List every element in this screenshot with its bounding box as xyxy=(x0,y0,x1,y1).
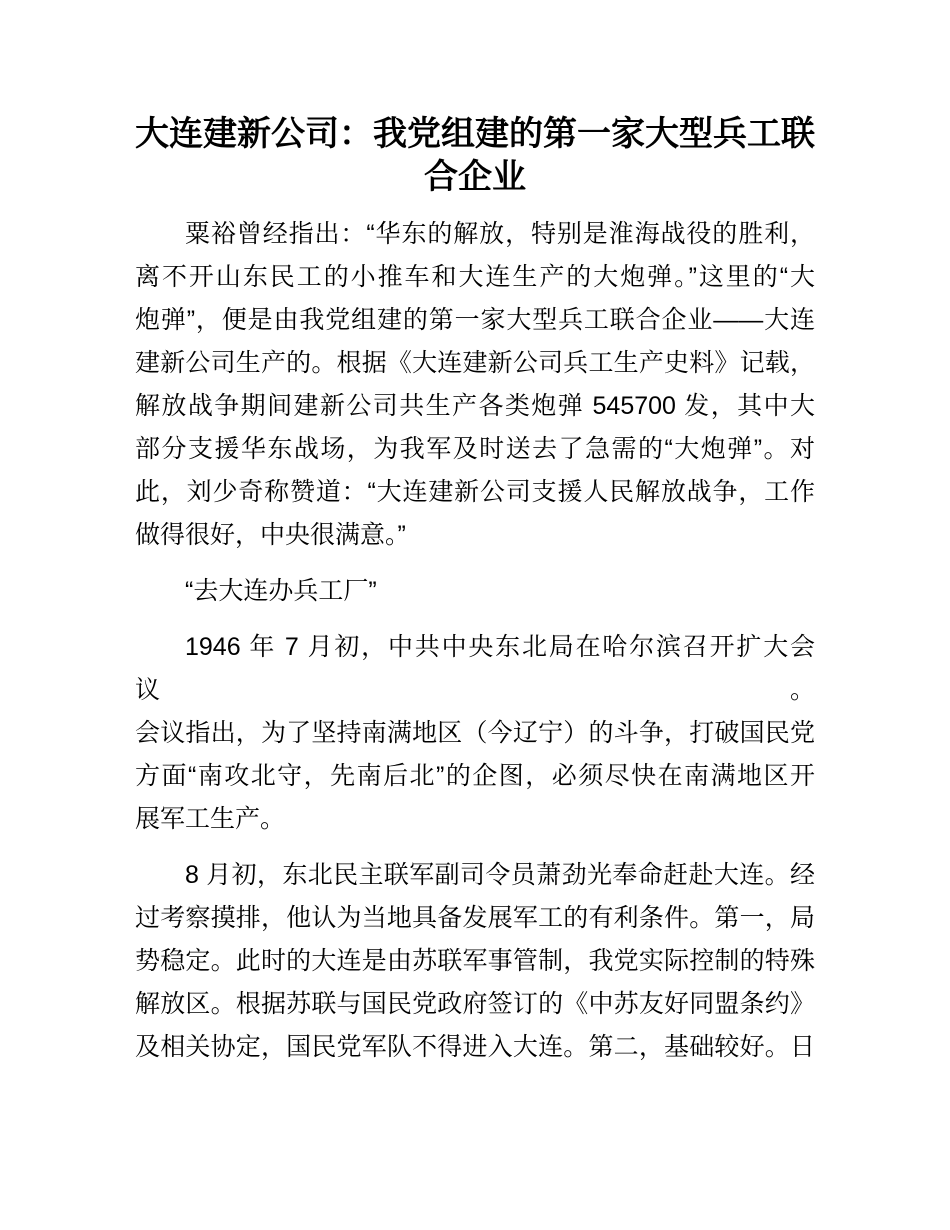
text-line: “去大连办兵工厂” xyxy=(185,577,377,605)
paragraph-subheading xyxy=(135,570,815,613)
text-line: 过考察摸排，他认为当地具备发展军工的有利条件。第一，局 xyxy=(135,904,815,932)
text-line: 粟裕曾经指出：“华东的解放，特别是淮海战役的胜利， xyxy=(185,220,815,248)
text-line: 展军工生产。 xyxy=(135,805,286,833)
paragraph-meeting-1946 xyxy=(135,626,815,841)
text-line: 会议指出，为了坚持南满地区（今辽宁）的斗争，打破国民党 xyxy=(135,719,815,747)
paragraph-xiaojinguang-dalian xyxy=(135,854,815,1069)
text-line: 1946 年 7 月初，中共中央东北局在哈尔滨召开扩大会议。 xyxy=(135,633,815,704)
text-line: 解放区。根据苏联与国民党政府签订的《中苏友好同盟条约》 xyxy=(135,990,815,1018)
text-line: 做得很好，中央很满意。” xyxy=(135,521,406,549)
document-title xyxy=(135,113,815,199)
title-line-2: 合企业 xyxy=(424,158,526,196)
title-line-1: 大连建新公司：我党组建的第一家大型兵工联 xyxy=(135,115,815,153)
text-line: 离不开山东民工的小推车和大连生产的大炮弹。”这里的“大 xyxy=(135,263,815,291)
text-line: 方面“南攻北守，先南后北”的企图，必须尽快在南满地区开 xyxy=(135,762,815,790)
text-line: 及相关协定，国民党军队不得进入大连。第二，基础较好。日 xyxy=(135,1033,815,1061)
text-line: 势稳定。此时的大连是由苏联军事管制，我党实际控制的特殊 xyxy=(135,947,815,975)
text-line: 此，刘少奇称赞道：“大连建新公司支援人民解放战争，工作 xyxy=(135,478,815,506)
paragraph-suyu-quote xyxy=(135,213,815,557)
text-line: 炮弹”，便是由我党组建的第一家大型兵工联合企业——大连 xyxy=(135,306,815,334)
text-line: 部分支援华东战场，为我军及时送去了急需的“大炮弹”。对 xyxy=(135,435,815,463)
text-line: 8 月初，东北民主联军副司令员萧劲光奉命赶赴大连。经 xyxy=(185,861,815,889)
text-line: 建新公司生产的。根据《大连建新公司兵工生产史料》记载， xyxy=(135,349,815,377)
document-body xyxy=(135,213,815,1069)
text-line: 解放战争期间建新公司共生产各类炮弹 545700 发，其中大 xyxy=(135,392,815,420)
